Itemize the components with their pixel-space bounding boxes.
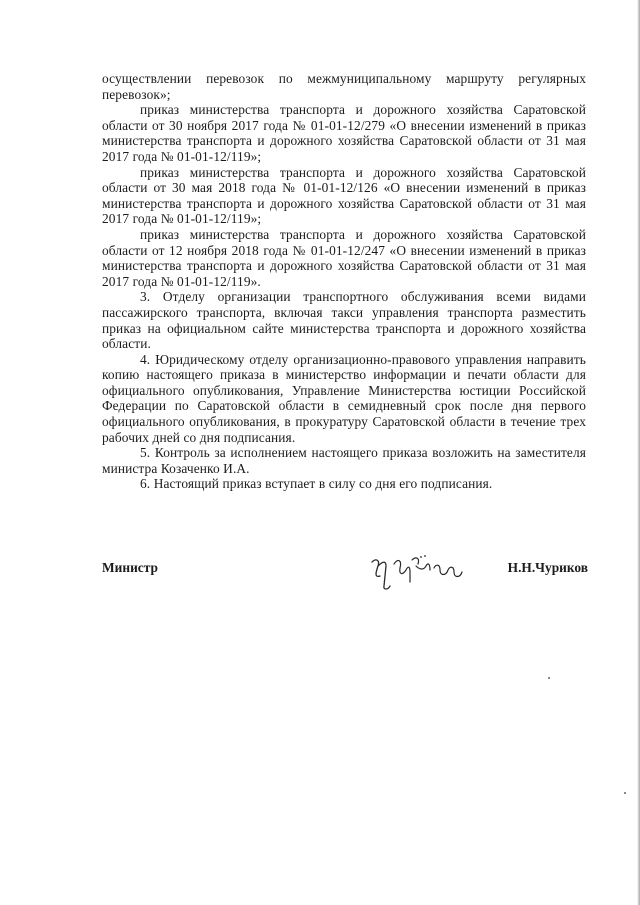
scan-speck — [624, 792, 626, 794]
handwritten-signature — [364, 552, 474, 594]
paragraph-item-5: 5. Контроль за исполнением настоящего приказа возложить на заместителя министра Козаченко И.А. — [102, 445, 586, 476]
paragraph-order-126: приказ министерства транспорта и дорожного хозяйства Саратовской области от 30 мая 2018 года № 01-01-12/126 «О внесении изменений в приказ министерства транспорта и дорожного хозяйства Саратовской области от 31 мая 2017 года № 01-01-12/119»; — [102, 164, 586, 227]
paragraph-item-4: 4. Юридическому отделу организационно-правового управления направить копию настоящего приказа в министерство информации и печати области для официального опубликования, Управление Министерства юстиции Российской Федерации по Саратовской области в семидневный срок после дня первого официального опубликования, в прокуратуру Саратовской области в течение трех рабочих дней со дня подписания. — [102, 351, 586, 445]
paragraph-item-3: 3. Отделу организации транспортного обслуживания всеми видами пассажирского транспорта, включая такси управления транспорта разместить приказ на официальном сайте министерства транспорта и дорожного хозяйства области. — [102, 289, 586, 352]
paragraph-order-279: приказ министерства транспорта и дорожного хозяйства Саратовской области от 30 ноября 2017 года № 01-01-12/279 «О внесении изменений в приказ министерства транспорта и дорожного хозяйства Саратовской области от 31 мая 2017 года № 01-01-12/119»; — [102, 102, 586, 164]
paragraph-order-247: приказ министерства транспорта и дорожного хозяйства Саратовской области от 12 ноября 2018 года № 01-01-12/247 «О внесении изменений в приказ министерства транспорта и дорожного хозяйства Саратовской области от 31 мая 2017 года № 01-01-12/119». — [102, 226, 586, 289]
signature-block — [102, 552, 588, 592]
signer-name: Н.Н.Чуриков — [507, 560, 588, 575]
signer-position: Министр — [102, 560, 158, 575]
paragraph-continuation: осуществлении перевозок по межмуниципальному маршруту регулярных перевозок»; — [102, 71, 586, 102]
scan-speck — [548, 677, 550, 679]
paragraph-item-6: 6. Настоящий приказ вступает в силу со дня его подписания. — [140, 476, 493, 492]
document-body — [102, 71, 586, 492]
